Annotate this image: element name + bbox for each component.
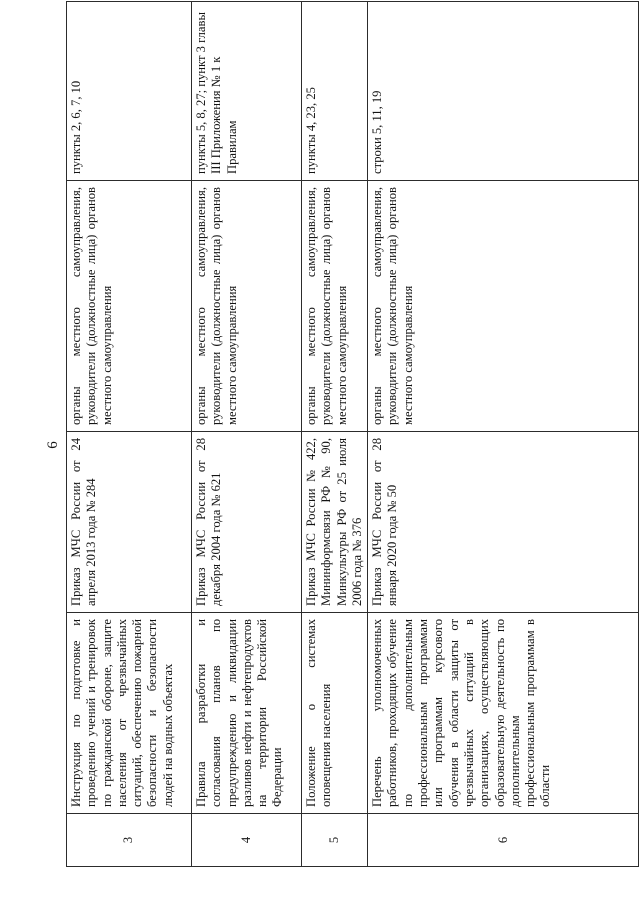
requirements-cell: строки 5, 11, 19 <box>368 2 639 181</box>
requirements-table <box>66 1 639 867</box>
row-number: 3 <box>67 814 192 867</box>
act-document-cell: Приказ МЧС России от 28 декабря 2004 года № 621 <box>192 432 302 613</box>
requirements-cell: пункты 5, 8, 27; пункт 3 главы III Приложения № 1 к Правилам <box>192 2 302 181</box>
act-name-cell: Перечень уполномоченных работников, проходящих обучение по дополнительным профессиональным программам или программам курсового обучения в области защиты от чрезвычайных ситуаций в организациях, осуществляющих образовательную деятельность по дополнительным профессиональным программам в области <box>368 613 639 814</box>
act-document-cell: Приказ МЧС России № 422, Мининформсвязи РФ № 90, Минкультуры РФ от 25 июля 2006 года № 376 <box>302 432 368 613</box>
row-number: 4 <box>192 814 302 867</box>
requirements-table-rotated <box>66 12 621 867</box>
requirements-cell: пункты 4, 23, 25 <box>302 2 368 181</box>
row-number: 6 <box>368 814 639 867</box>
table-row <box>67 2 192 867</box>
responsible-persons-cell: органы местного самоуправления, руководители (должностные лица) органов местного самоуправления <box>368 181 639 432</box>
table-row <box>302 2 368 867</box>
requirements-cell: пункты 2, 6, 7, 10 <box>67 2 192 181</box>
table-row <box>192 2 302 867</box>
table-row <box>368 2 639 867</box>
act-document-cell: Приказ МЧС России от 28 января 2020 года № 50 <box>368 432 639 613</box>
act-document-cell: Приказ МЧС России от 24 апреля 2013 года № 284 <box>67 432 192 613</box>
responsible-persons-cell: органы местного самоуправления, руководители (должностные лица) органов местного самоуправления <box>67 181 192 432</box>
responsible-persons-cell: органы местного самоуправления, руководители (должностные лица) органов местного самоуправления <box>192 181 302 432</box>
act-name-cell: Инструкция по подготовке и проведению учений и тренировок по гражданской обороне, защите населения от чрезвычайных ситуаций, обеспечению пожарной безопасности и безопасности людей на водных объектах <box>67 613 192 814</box>
responsible-persons-cell: органы местного самоуправления, руководители (должностные лица) органов местного самоуправления <box>302 181 368 432</box>
row-number: 5 <box>302 814 368 867</box>
act-name-cell: Правила разработки и согласования планов по предупреждению и ликвидации разливов нефти и нефтепродуктов на территории Российской Федерации <box>192 613 302 814</box>
page-number: 6 <box>45 441 61 449</box>
act-name-cell: Положение о системах оповещения населения <box>302 613 368 814</box>
